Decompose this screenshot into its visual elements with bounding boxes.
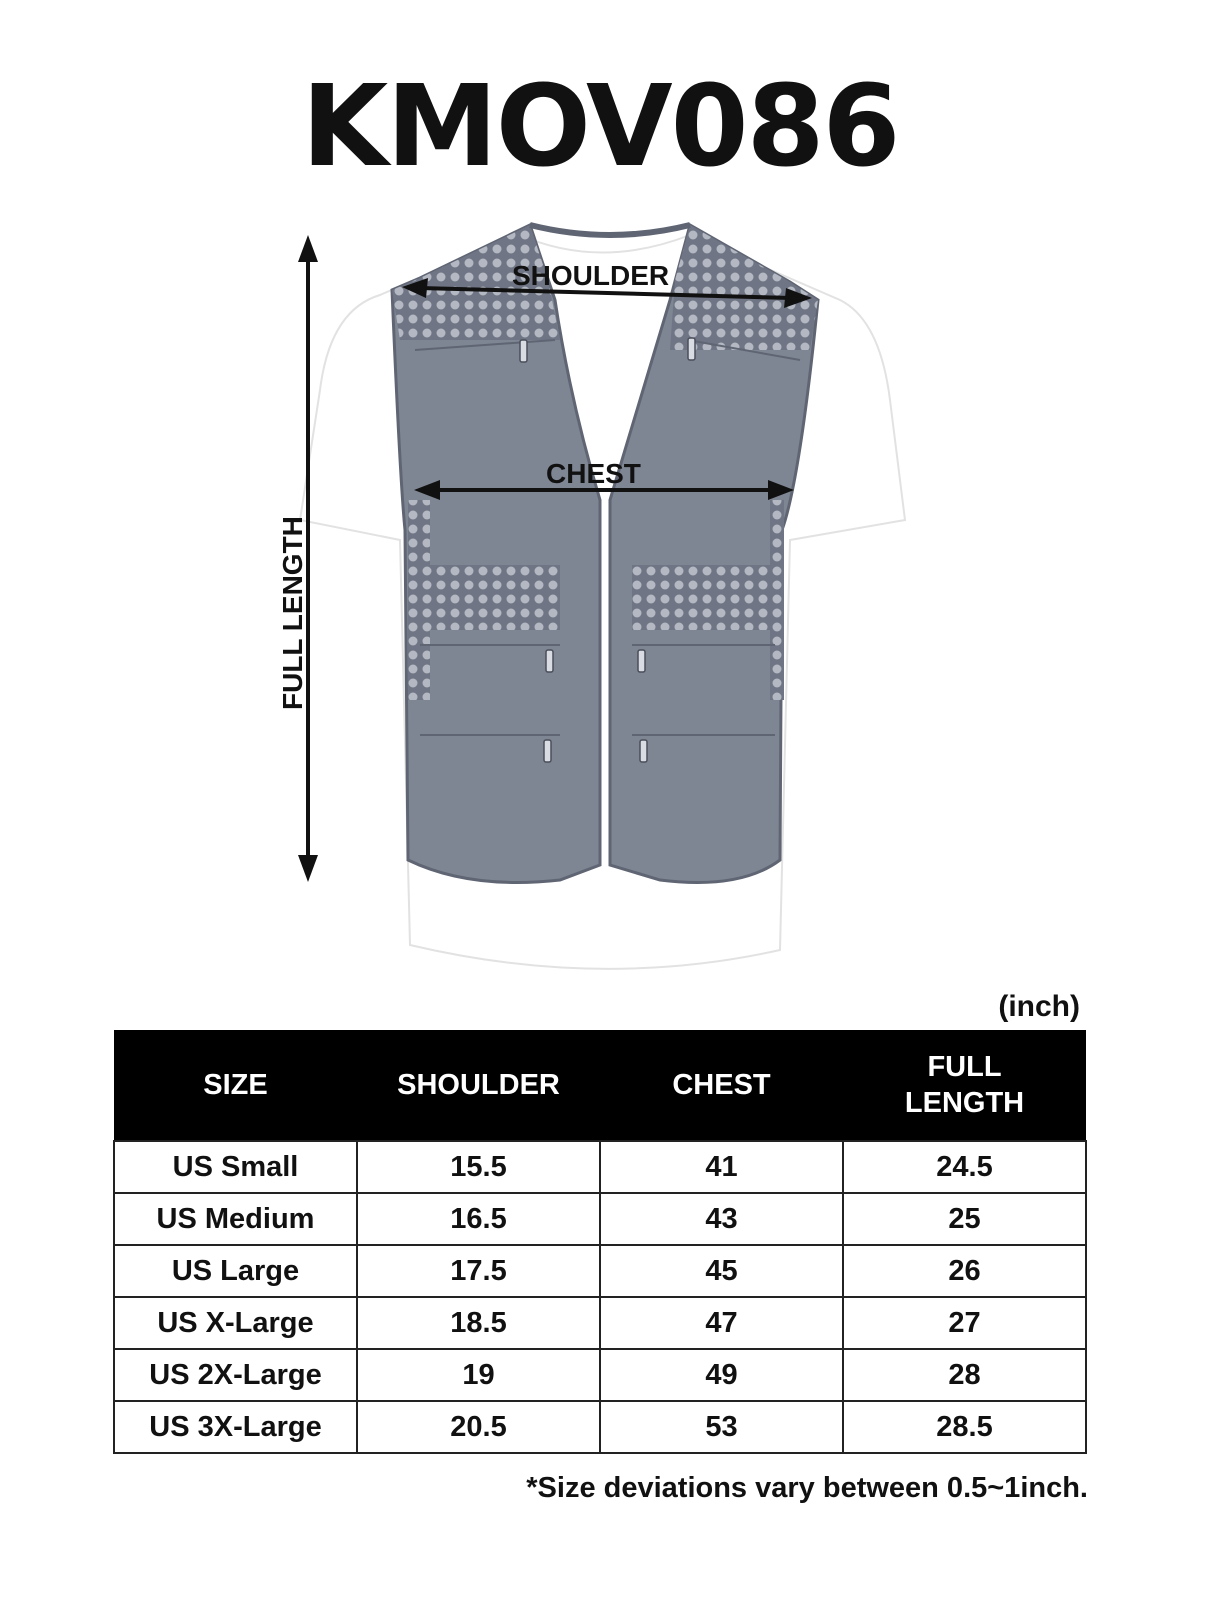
- header-full-length: FULL LENGTH: [843, 1030, 1086, 1141]
- shoulder-cell: 16.5: [357, 1193, 600, 1245]
- chest-cell: 49: [600, 1349, 843, 1401]
- product-code: KMOV086: [301, 62, 899, 192]
- shoulder-cell: 20.5: [357, 1401, 600, 1453]
- size-cell: US 3X-Large: [114, 1401, 357, 1453]
- chest-cell: 41: [600, 1141, 843, 1193]
- unit-label: (inch): [998, 990, 1080, 1023]
- collar: [530, 225, 690, 235]
- length-cell: 27: [843, 1297, 1086, 1349]
- table-header-row: [114, 1030, 1086, 1141]
- chest-cell: 47: [600, 1297, 843, 1349]
- size-cell: US X-Large: [114, 1297, 357, 1349]
- header-shoulder: SHOULDER: [357, 1030, 600, 1141]
- table-row: [114, 1141, 1086, 1193]
- chest-cell: 45: [600, 1245, 843, 1297]
- length-cell: 28.5: [843, 1401, 1086, 1453]
- chest-cell: 53: [600, 1401, 843, 1453]
- right-mid-mesh: [632, 565, 772, 630]
- vest-measurement-figure: [0, 200, 1230, 1000]
- right-shoulder-mesh: [670, 225, 818, 350]
- header-size: SIZE: [114, 1030, 357, 1141]
- chest-cell: 43: [600, 1193, 843, 1245]
- table-row: [114, 1349, 1086, 1401]
- table-row: [114, 1193, 1086, 1245]
- left-mid-mesh: [430, 565, 560, 630]
- vest-illustration: [0, 200, 1230, 1000]
- full-length-label: FULL LENGTH: [277, 516, 308, 710]
- chest-label: CHEST: [546, 458, 641, 489]
- header-chest: CHEST: [600, 1030, 843, 1141]
- size-cell: US 2X-Large: [114, 1349, 357, 1401]
- shoulder-cell: 19: [357, 1349, 600, 1401]
- length-cell: 26: [843, 1245, 1086, 1297]
- length-cell: 28: [843, 1349, 1086, 1401]
- length-cell: 24.5: [843, 1141, 1086, 1193]
- shoulder-label: SHOULDER: [512, 260, 670, 291]
- table-row: [114, 1297, 1086, 1349]
- length-cell: 25: [843, 1193, 1086, 1245]
- size-cell: US Large: [114, 1245, 357, 1297]
- table-row: [114, 1401, 1086, 1453]
- shoulder-cell: 18.5: [357, 1297, 600, 1349]
- size-deviation-footnote: *Size deviations vary between 0.5~1inch.: [526, 1472, 1088, 1504]
- shoulder-cell: 17.5: [357, 1245, 600, 1297]
- size-chart-table: [113, 1030, 1087, 1454]
- size-cell: US Small: [114, 1141, 357, 1193]
- table-row: [114, 1245, 1086, 1297]
- size-cell: US Medium: [114, 1193, 357, 1245]
- shoulder-cell: 15.5: [357, 1141, 600, 1193]
